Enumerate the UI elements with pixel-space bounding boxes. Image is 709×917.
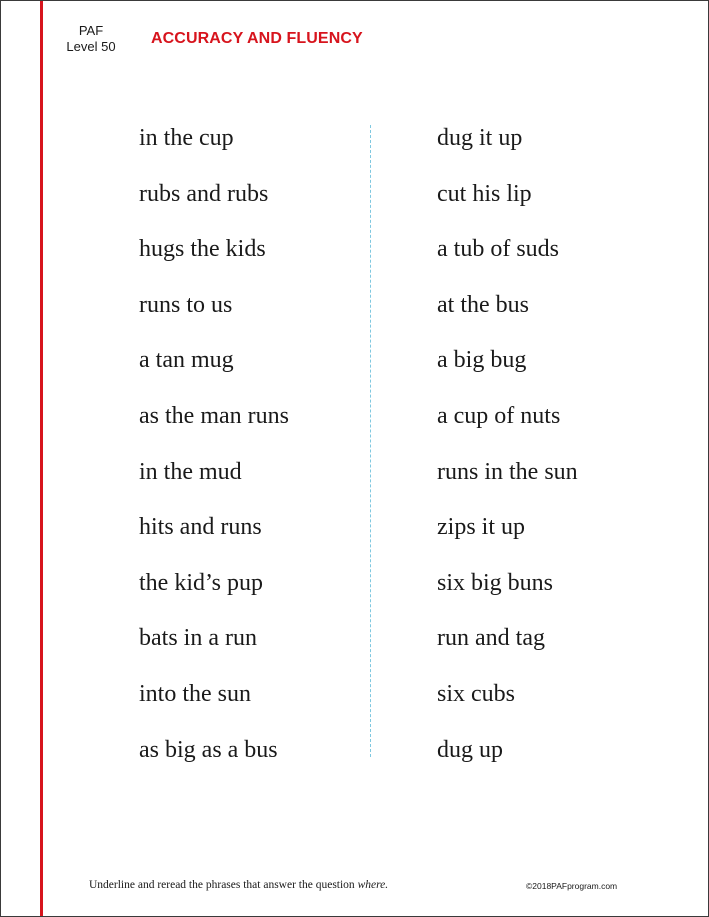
phrase-item: a big bug <box>437 347 527 374</box>
phrase-item: a tan mug <box>139 347 234 374</box>
phrase-item: the kid’s pup <box>139 569 263 596</box>
instruction-text: Underline and reread the phrases that answer the question <box>89 879 358 891</box>
phrase-item: hugs the kids <box>139 236 266 263</box>
level-label: Level 50 <box>66 39 116 54</box>
phrase-item: at the bus <box>437 291 529 318</box>
worksheet-title: ACCURACY AND FLUENCY <box>151 30 363 47</box>
phrase-item: six cubs <box>437 680 515 707</box>
phrase-item: dug up <box>437 736 503 763</box>
phrase-item: as big as a bus <box>139 736 278 763</box>
footer-instruction <box>89 879 388 891</box>
phrase-item: run and tag <box>437 625 545 652</box>
red-margin-line <box>40 1 43 916</box>
phrase-item: bats in a run <box>139 625 257 652</box>
program-label: PAF <box>78 23 104 38</box>
phrase-item: in the mud <box>139 458 242 485</box>
copyright-notice: ©2018PAFprogram.com <box>526 881 618 891</box>
phrase-item: a cup of nuts <box>437 402 561 429</box>
phrase-item: runs to us <box>139 291 233 318</box>
phrase-item: dug it up <box>437 125 523 151</box>
phrase-item: hits and runs <box>139 514 262 541</box>
phrase-item: six big buns <box>437 569 554 596</box>
phrase-item: cut his lip <box>437 180 532 207</box>
level-indicator <box>55 23 127 55</box>
phrase-column-right <box>437 115 578 782</box>
phrase-item: runs in the sun <box>437 458 578 485</box>
phrase-item: as the man runs <box>139 402 289 429</box>
phrase-item: a tub of suds <box>437 236 559 263</box>
phrase-item: into the sun <box>139 680 251 707</box>
phrase-item: zips it up <box>437 514 525 541</box>
phrase-item: rubs and rubs <box>139 180 269 207</box>
instruction-emphasis: where. <box>357 879 389 891</box>
phrase-column-left <box>139 115 289 782</box>
column-divider <box>370 125 371 757</box>
phrase-item: in the cup <box>139 125 234 151</box>
